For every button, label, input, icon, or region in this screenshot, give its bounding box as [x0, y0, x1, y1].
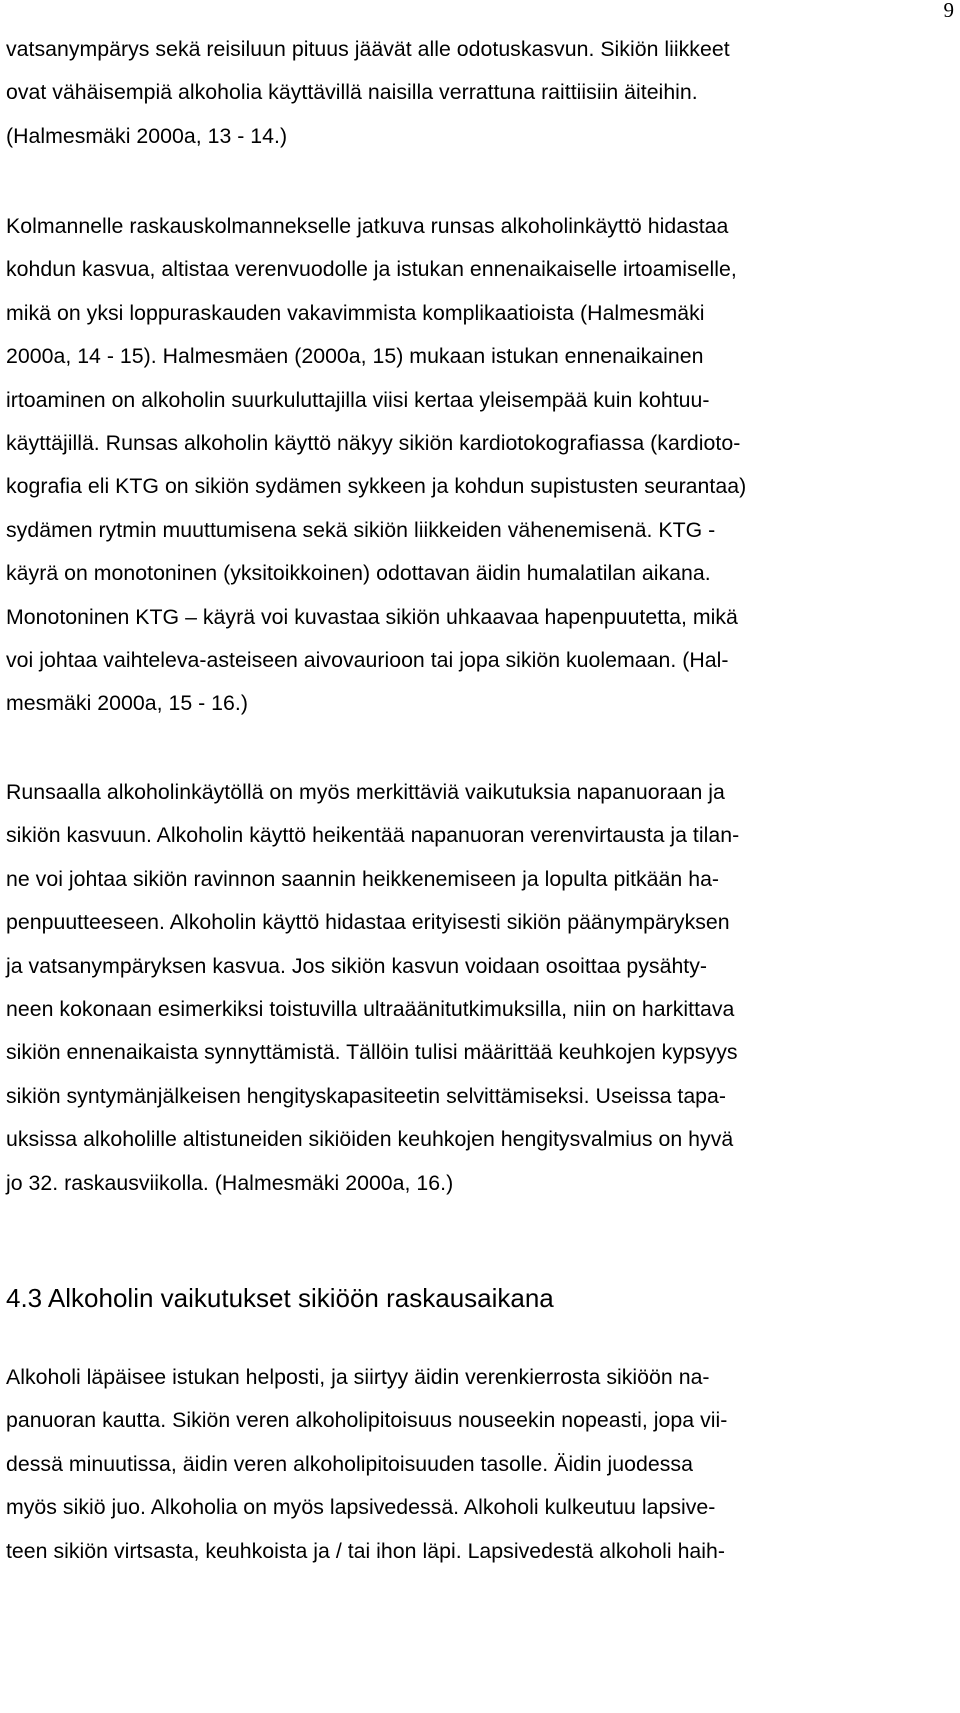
text-line: ja vatsanympäryksen kasvua. Jos sikiön kasvun voidaan osoittaa pysähty-	[6, 953, 708, 978]
text-line: mikä on yksi loppuraskauden vakavimmista komplikaatioista (Halmesmäki	[6, 300, 705, 325]
text-line: sikiön ennenaikaista synnyttämistä. Tällöin tulisi määrittää keuhkojen kypsyys	[6, 1040, 738, 1065]
text-line: mesmäki 2000a, 15 - 16.)	[6, 691, 248, 716]
text-line: vatsanympärys sekä reisiluun pituus jäävät alle odotuskasvun. Sikiön liikkeet	[6, 37, 730, 61]
text-line: penpuutteeseen. Alkoholin käyttö hidastaa erityisesti sikiön päänympäryksen	[6, 910, 730, 935]
paragraph-3	[6, 771, 946, 1205]
paragraph-1	[6, 28, 946, 158]
text-line: ne voi johtaa sikiön ravinnon saannin heikkenemiseen ja lopulta pitkään ha-	[6, 866, 720, 891]
text-line: kohdun kasvua, altistaa verenvuodolle ja istukan ennenaikaiselle irtoamiselle,	[6, 257, 737, 282]
text-line: myös sikiö juo. Alkoholia on myös lapsivedessä. Alkoholi kulkeutuu lapsive-	[6, 1495, 716, 1520]
text-line: (Halmesmäki 2000a, 13 - 14.)	[6, 123, 288, 148]
text-line: dessä minuutissa, äidin veren alkoholipitoisuuden tasolle. Äidin juodessa	[6, 1451, 693, 1476]
text-line: voi johtaa vaihteleva-asteiseen aivovaurioon tai jopa sikiön kuolemaan. (Hal-	[6, 647, 729, 672]
paragraph-4	[6, 1356, 946, 1573]
page-number: 9	[943, 0, 954, 22]
paragraph-2	[6, 205, 946, 726]
text-line: ovat vähäisempiä alkoholia käyttävillä naisilla verrattuna raittiisiin äiteihin.	[6, 80, 698, 105]
text-line: kografia eli KTG on sikiön sydämen sykkeen ja kohdun supistusten seurantaa)	[6, 474, 747, 499]
text-line: Alkoholi läpäisee istukan helposti, ja siirtyy äidin verenkierrosta sikiöön na-	[6, 1365, 710, 1389]
section-heading: 4.3 Alkoholin vaikutukset sikiöön raskausaikana	[6, 1283, 554, 1313]
text-line: Kolmannelle raskauskolmannekselle jatkuva runsas alkoholinkäyttö hidastaa	[6, 214, 729, 238]
text-line: käyttäjillä. Runsas alkoholin käyttö näkyy sikiön kardiotokografiassa (kardioto-	[6, 430, 741, 455]
text-line: irtoaminen on alkoholin suurkuluttajilla viisi kertaa yleisempää kuin kohtuu-	[6, 387, 710, 412]
text-line: käyrä on monotoninen (yksitoikkoinen) odottavan äidin humalatilan aikana.	[6, 561, 711, 586]
text-line: sikiön syntymänjälkeisen hengityskapasiteetin selvittämiseksi. Useissa tapa-	[6, 1083, 727, 1108]
text-line: uksissa alkoholille altistuneiden sikiöiden keuhkojen hengitysvalmius on hyvä	[6, 1127, 734, 1152]
text-line: Monotoninen KTG – käyrä voi kuvastaa sikiön uhkaavaa hapenpuutetta, mikä	[6, 604, 738, 629]
text-line: panuoran kautta. Sikiön veren alkoholipitoisuus nouseekin nopeasti, jopa vii-	[6, 1408, 728, 1433]
text-line: sikiön kasvuun. Alkoholin käyttö heikentää napanuoran verenvirtausta ja tilan-	[6, 823, 740, 848]
text-line: sydämen rytmin muuttumisena sekä sikiön liikkeiden vähenemisenä. KTG -	[6, 517, 716, 542]
text-line: jo 32. raskausviikolla. (Halmesmäki 2000a, 16.)	[6, 1170, 454, 1195]
text-line: 2000a, 14 - 15). Halmesmäen (2000a, 15) mukaan istukan ennenaikainen	[6, 344, 704, 369]
text-line: Runsaalla alkoholinkäytöllä on myös merkittäviä vaikutuksia napanuoraan ja	[6, 780, 725, 804]
text-line: neen kokonaan esimerkiksi toistuvilla ultraäänitutkimuksilla, niin on harkittava	[6, 996, 735, 1021]
text-line: teen sikiön virtsasta, keuhkoista ja / tai ihon läpi. Lapsivedestä alkoholi haih-	[6, 1538, 726, 1563]
